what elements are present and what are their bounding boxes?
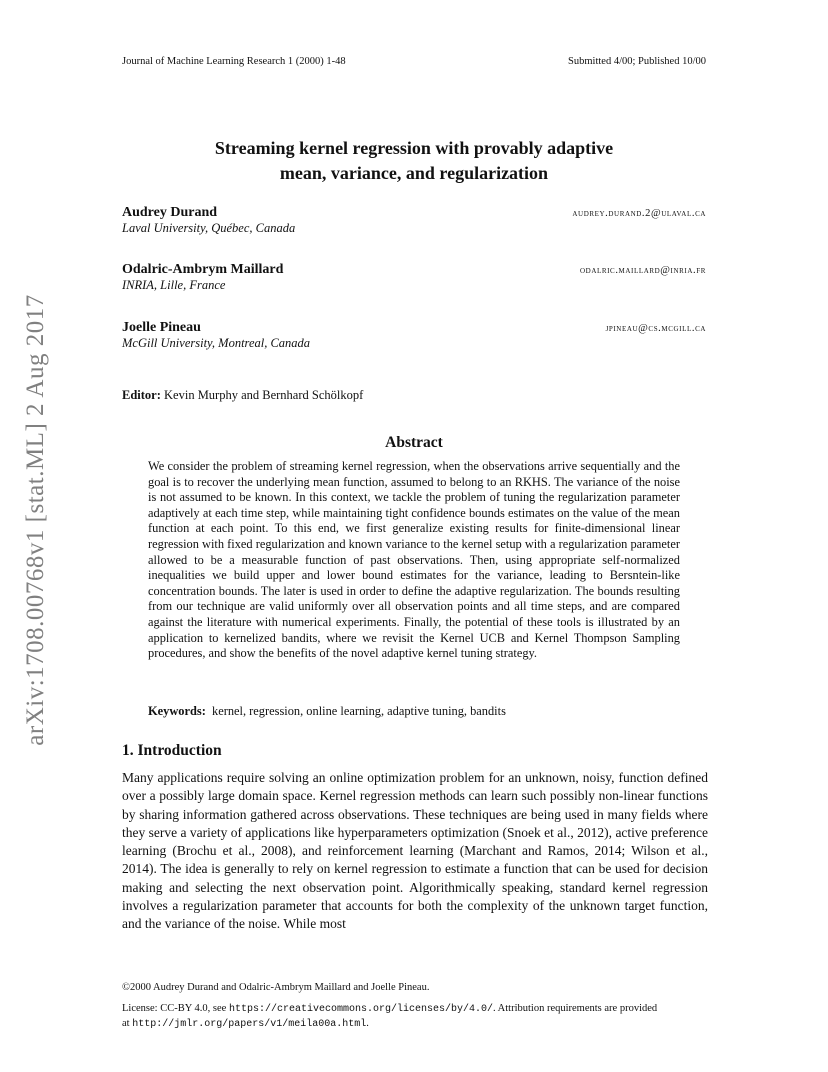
title-line-2: mean, variance, and regularization xyxy=(279,163,549,183)
section-heading: 1. Introduction xyxy=(122,742,222,759)
copyright-line: ©2000 Audrey Durand and Odalric-Ambrym Maillard and Joelle Pineau. xyxy=(122,982,430,993)
license-mid: . Attribution requirements are provided xyxy=(492,1003,658,1014)
editor-names: Kevin Murphy and Bernhard Schölkopf xyxy=(164,388,364,402)
author-email[interactable]: jpineau@cs.mcgill.ca xyxy=(605,323,706,334)
author-name: Audrey Durand xyxy=(122,205,218,220)
author-affiliation: McGill University, Montreal, Canada xyxy=(122,336,311,350)
journal-header: Journal of Machine Learning Research 1 (2000) 1-48 xyxy=(122,56,346,67)
author-block-3 xyxy=(122,320,706,351)
paper-title xyxy=(122,136,706,186)
keywords-label: Keywords: xyxy=(148,704,206,718)
license-at: at xyxy=(122,1018,133,1029)
intro-paragraph: Many applications require solving an online optimization problem for an unknown, noisy, function defined over a possibly large domain space. Kernel regression methods can learn such possibly non-linear functions by sharing information gathered across observations. These techniques are being used in many fields where they serve a variety of applications like hyperparameters optimization (Snoek et al., 2012), active preference learning (Brochu et al., 2008), and reinforcement learning (Marchant and Ramos, 2014; Wilson et al., 2014). The idea is generally to rely on kernel regression to estimate a function that can be used for decision making and selecting the next observation point. Algorithmically speaking, standard kernel regression involves a regularization parameter that accounts for both the complexity of the unknown target function, and the variance of the noise. While most xyxy=(122,770,708,932)
author-email[interactable]: odalric.maillard@inria.fr xyxy=(580,265,706,276)
arxiv-identifier: arXiv:1708.00768v1 [stat.ML] 2 Aug 2017 xyxy=(22,294,49,746)
abstract-heading: Abstract xyxy=(385,434,443,451)
keywords-list: kernel, regression, online learning, adaptive tuning, bandits xyxy=(212,704,506,718)
submission-dates: Submitted 4/00; Published 10/00 xyxy=(568,56,706,67)
license-line xyxy=(122,1002,708,1032)
paper-link[interactable]: http://jmlr.org/papers/v1/meila00a.html xyxy=(132,1019,367,1030)
author-email[interactable]: audrey.durand.2@ulaval.ca xyxy=(572,208,706,219)
author-block-1 xyxy=(122,205,706,236)
title-line-1: Streaming kernel regression with provably adaptive xyxy=(214,138,614,158)
author-name: Odalric-Ambrym Maillard xyxy=(122,262,284,277)
author-name: Joelle Pineau xyxy=(122,320,201,335)
editor-line xyxy=(122,388,363,403)
author-affiliation: Laval University, Québec, Canada xyxy=(122,221,296,235)
editor-label: Editor: xyxy=(122,388,161,402)
keywords-line xyxy=(148,704,680,719)
license-end: . xyxy=(366,1018,369,1029)
author-block-2 xyxy=(122,262,706,293)
license-link[interactable]: https://creativecommons.org/licenses/by/4.0/ xyxy=(228,1004,493,1015)
license-prefix: License: CC-BY 4.0, see xyxy=(122,1003,229,1014)
author-affiliation: INRIA, Lille, France xyxy=(122,278,226,292)
abstract-text: We consider the problem of streaming kernel regression, when the observations arrive sequentially and the goal is to recover the underlying mean function, assumed to belong to an RKHS. The variance of the noise is not assumed to be known. In this context, we tackle the problem of tuning the regularization parameter adaptively at each time step, while maintaining tight confidence bounds estimates on the value of the mean function at each point. To this end, we first generalize existing results for finite-dimensional linear regression with fixed regularization and known variance to the kernel setup with a regularization parameter allowed to be a measurable function of past observations. Then, using appropriate self-normalized inequalities we build upper and lower bound estimates for the variance, leading to Bersntein-like concentration bounds. The later is used in order to define the adaptive regularization. The bounds resulting from our technique are valid uniformly over all observation points and all time steps, and are compared against the literature with numerical experiments. Finally, the potential of these tools is illustrated by an application to kernelized bandits, where we revisit the Kernel UCB and Kernel Thompson Sampling procedures, and show the benefits of the novel adaptive kernel tuning strategy. xyxy=(148,459,680,661)
